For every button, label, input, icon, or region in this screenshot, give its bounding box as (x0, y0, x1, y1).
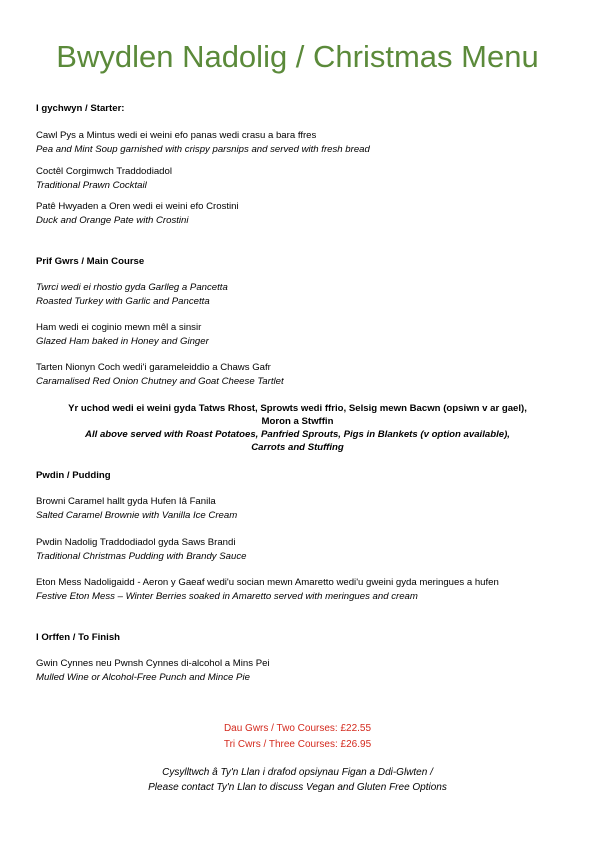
pudding-item-brownie (36, 495, 576, 523)
pudding-eton-english: Festive Eton Mess – Winter Berries soaked in Amaretto served with meringues and cream (36, 591, 418, 602)
pudding-christmas-english: Traditional Christmas Pudding with Brandy Sauce (36, 551, 247, 562)
price-two-courses: Dau Gwrs / Two Courses: £22.55 (223, 723, 372, 734)
served-english-line1: All above served with Roast Potatoes, Panfried Sprouts, Pigs in Blankets (v option available), (85, 429, 510, 440)
pudding-heading: Pwdin / Pudding (36, 470, 111, 481)
starter-item-pate (36, 200, 576, 228)
starter-heading: I gychwyn / Starter: (36, 103, 125, 114)
main-tartlet-welsh: Tarten Nionyn Coch wedi'i garameleiddio a Chaws Gafr (36, 362, 271, 373)
main-heading: Prif Gwrs / Main Course (36, 256, 145, 267)
main-tartlet-english: Caramalised Red Onion Chutney and Goat Cheese Tartlet (36, 376, 284, 387)
main-item-ham (36, 321, 576, 349)
contact-english: Please contact Ty'n Llan to discuss Vegan and Gluten Free Options (148, 782, 447, 793)
starter-pate-english: Duck and Orange Pate with Crostini (36, 215, 189, 226)
finish-wine-welsh: Gwin Cynnes neu Pwnsh Cynnes di-alcohol a Mins Pei (36, 658, 270, 669)
pudding-brownie-english: Salted Caramel Brownie with Vanilla Ice Cream (36, 510, 238, 521)
starter-prawn-english: Traditional Prawn Cocktail (36, 180, 147, 191)
starter-item-prawn (36, 165, 576, 193)
pudding-christmas-welsh: Pwdin Nadolig Traddodiadol gyda Saws Brandi (36, 537, 236, 548)
pudding-brownie-welsh: Browni Caramel hallt gyda Hufen Iâ Fanila (36, 496, 216, 507)
starter-soup-welsh: Cawl Pys a Mintus wedi ei weini efo panas wedi crasu a bara ffres (36, 130, 317, 141)
pudding-item-christmas-pudding (36, 536, 576, 564)
price-three-courses: Tri Cwrs / Three Courses: £26.95 (223, 739, 372, 750)
starter-prawn-welsh: Coctêl Corgimwch Traddodiadol (36, 166, 172, 177)
served-with-note (0, 402, 595, 454)
starter-soup-english: Pea and Mint Soup garnished with crispy parsnips and served with fresh bread (36, 144, 370, 155)
main-item-turkey (36, 281, 576, 309)
served-english-line2: Carrots and Stuffing (251, 442, 344, 453)
pudding-item-eton-mess (36, 576, 576, 604)
starter-pate-welsh: Patê Hwyaden a Oren wedi ei weini efo Crostini (36, 201, 239, 212)
served-welsh-line2: Moron a Stwffin (261, 416, 334, 427)
finish-item-mulled-wine (36, 657, 576, 685)
pudding-eton-welsh: Eton Mess Nadoligaidd - Aeron y Gaeaf wedi'u socian mewn Amaretto wedi'u gweini gyda meringues a hufen (36, 577, 499, 588)
main-ham-welsh: Ham wedi ei coginio mewn mêl a sinsir (36, 322, 202, 333)
finish-heading: I Orffen / To Finish (36, 632, 121, 643)
starter-item-soup (36, 129, 576, 157)
contact-welsh: Cysylltwch â Ty'n Llan i drafod opsiynau Figan a Ddi-Glwten / (162, 767, 433, 778)
main-ham-english: Glazed Ham baked in Honey and Ginger (36, 336, 209, 347)
finish-wine-english: Mulled Wine or Alcohol-Free Punch and Mince Pie (36, 672, 250, 683)
menu-title: Bwydlen Nadolig / Christmas Menu (56, 39, 539, 74)
served-welsh-line1: Yr uchod wedi ei weini gyda Tatws Rhost, Sprowts wedi ffrio, Selsig mewn Bacwn (opsiwn v ar gael), (68, 403, 527, 414)
main-turkey-english: Roasted Turkey with Garlic and Pancetta (36, 296, 210, 307)
main-item-tartlet (36, 361, 576, 389)
main-turkey-welsh: Twrci wedi ei rhostio gyda Garlleg a Pancetta (36, 282, 228, 293)
